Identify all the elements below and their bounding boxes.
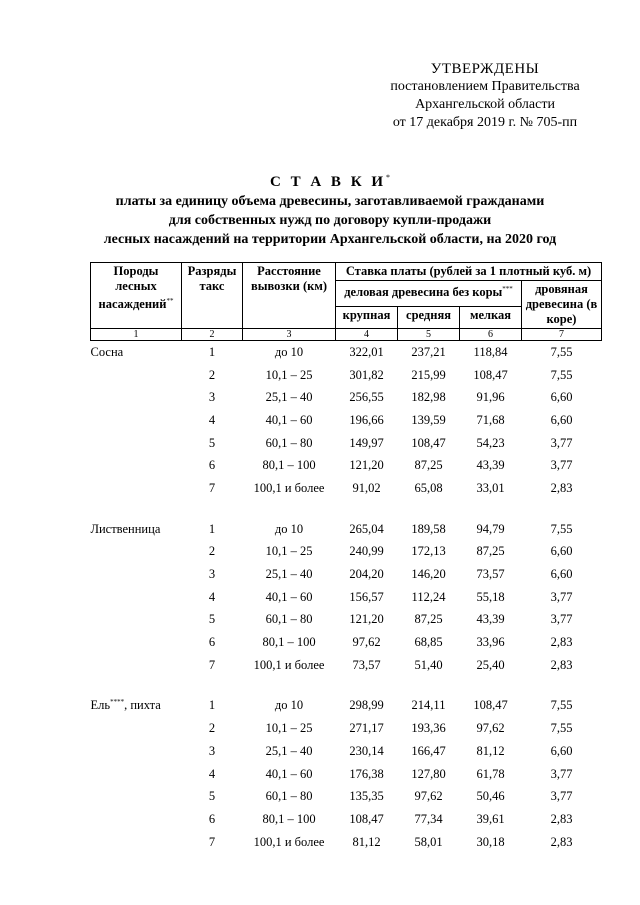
cell-firewood: 6,60 (550, 743, 573, 758)
column-number: 1 (91, 329, 182, 341)
cell-large: 256,55 (349, 390, 384, 405)
column-number: 5 (398, 329, 460, 341)
table-row (91, 432, 602, 455)
column-numbers-row (91, 329, 602, 341)
cell-distance: 40,1 – 60 (265, 766, 313, 781)
cell-rank: 6 (208, 458, 216, 473)
species-cell (91, 409, 182, 432)
cell-rank: 4 (208, 412, 216, 427)
species-cell (91, 586, 182, 609)
title-line-1: платы за единицу объема древесины, заготавливаемой гражданами (115, 194, 545, 209)
table-row (91, 740, 602, 763)
cell-distance: 100,1 и более (253, 657, 325, 672)
cell-small: 71,68 (476, 412, 505, 427)
header-species (91, 263, 182, 329)
cell-small: 94,79 (476, 521, 505, 536)
cell-medium: 215,99 (411, 367, 446, 382)
cell-large: 204,20 (349, 567, 384, 582)
cell-firewood: 7,55 (550, 698, 573, 713)
header-species-text: Породы лесных насаждений (98, 264, 167, 312)
table-row (91, 654, 602, 677)
group-spacer-cell (91, 500, 602, 518)
species-cell (91, 541, 182, 564)
species-cell (91, 563, 182, 586)
rates-table-body (91, 341, 602, 854)
group-spacer (91, 677, 602, 695)
cell-medium: 182,98 (411, 390, 446, 405)
cell-rank: 2 (208, 721, 216, 736)
cell-firewood: 3,77 (550, 435, 573, 450)
column-number: 4 (336, 329, 398, 341)
cell-rank: 7 (208, 657, 216, 672)
approval-block (370, 60, 600, 132)
cell-large: 156,57 (349, 589, 384, 604)
cell-firewood: 2,83 (550, 635, 573, 650)
cell-distance: до 10 (274, 698, 304, 713)
cell-small: 97,62 (476, 721, 505, 736)
species-cell (91, 454, 182, 477)
cell-small: 108,47 (473, 698, 508, 713)
cell-large: 149,97 (349, 435, 384, 450)
cell-firewood: 3,77 (550, 589, 573, 604)
species-cell (91, 695, 182, 718)
cell-small: 91,96 (476, 390, 505, 405)
cell-rank: 3 (208, 390, 216, 405)
cell-small: 55,18 (476, 589, 505, 604)
table-row (91, 631, 602, 654)
header-distance: Расстояние вывозки (км) (243, 263, 336, 329)
cell-firewood: 3,77 (550, 789, 573, 804)
cell-small: 87,25 (476, 544, 505, 559)
cell-large: 196,66 (349, 412, 384, 427)
cell-small: 25,40 (476, 657, 505, 672)
cell-firewood: 3,77 (550, 612, 573, 627)
table-row (91, 386, 602, 409)
cell-distance: 40,1 – 60 (265, 589, 313, 604)
cell-medium: 166,47 (411, 743, 446, 758)
table-row (91, 586, 602, 609)
cell-distance: 100,1 и более (253, 480, 325, 495)
cell-medium: 127,80 (411, 766, 446, 781)
table-row (91, 717, 602, 740)
species-footnote-mark: **** (110, 698, 125, 707)
table-row (91, 341, 602, 364)
cell-small: 33,96 (476, 635, 505, 650)
cell-medium: 97,62 (414, 789, 443, 804)
cell-distance: 80,1 – 100 (262, 635, 316, 650)
table-row (91, 518, 602, 541)
cell-rank: 7 (208, 834, 216, 849)
header-rate: Ставка платы (рублей за 1 плотный куб. м) (336, 263, 602, 281)
cell-rank: 6 (208, 811, 216, 826)
species-name: Лиственница (90, 521, 161, 536)
table-row (91, 454, 602, 477)
cell-large: 81,12 (352, 834, 381, 849)
cell-medium: 65,08 (414, 480, 443, 495)
cell-medium: 51,40 (414, 657, 443, 672)
table-row (91, 785, 602, 808)
cell-medium: 77,34 (414, 811, 443, 826)
table-row (91, 609, 602, 632)
cell-medium: 112,24 (411, 589, 446, 604)
cell-small: 30,18 (476, 834, 505, 849)
cell-medium: 87,25 (414, 612, 443, 627)
cell-large: 97,62 (352, 635, 381, 650)
header-firewood: дровяная древесина (в коре) (522, 281, 602, 329)
species-cell (91, 341, 182, 364)
species-cell (91, 609, 182, 632)
cell-distance: 80,1 – 100 (262, 458, 316, 473)
cell-rank: 5 (208, 789, 216, 804)
species-cell (91, 740, 182, 763)
cell-distance: 60,1 – 80 (265, 612, 313, 627)
cell-medium: 108,47 (411, 435, 446, 450)
species-cell (91, 717, 182, 740)
approval-line-1: постановлением Правительства (390, 79, 580, 94)
species-cell (91, 386, 182, 409)
cell-small: 108,47 (473, 367, 508, 382)
cell-firewood: 7,55 (550, 344, 573, 359)
cell-large: 135,35 (349, 789, 384, 804)
cell-distance: 10,1 – 25 (265, 721, 313, 736)
title-line-2: для собственных нужд по договору купли-продажи (168, 213, 492, 228)
cell-distance: до 10 (274, 521, 304, 536)
cell-firewood: 7,55 (550, 367, 573, 382)
cell-large: 301,82 (349, 367, 384, 382)
cell-large: 265,04 (349, 521, 384, 536)
title-heading (60, 168, 600, 192)
cell-small: 50,46 (476, 789, 505, 804)
table-row (91, 695, 602, 718)
table-row (91, 409, 602, 432)
table-row (91, 808, 602, 831)
header-business-footnote-mark: *** (502, 285, 513, 293)
cell-rank: 5 (208, 435, 216, 450)
species-cell (91, 432, 182, 455)
column-number: 7 (522, 329, 602, 341)
species-cell (91, 518, 182, 541)
species-cell (91, 477, 182, 500)
cell-firewood: 7,55 (550, 721, 573, 736)
cell-distance: 100,1 и более (253, 834, 325, 849)
cell-small: 61,78 (476, 766, 505, 781)
group-spacer (91, 500, 602, 518)
cell-distance: 10,1 – 25 (265, 544, 313, 559)
cell-firewood: 6,60 (550, 544, 573, 559)
cell-medium: 139,59 (411, 412, 446, 427)
header-business-wood (336, 281, 522, 307)
cell-firewood: 2,83 (550, 480, 573, 495)
species-cell (91, 763, 182, 786)
cell-medium: 237,21 (411, 344, 446, 359)
species-cell (91, 831, 182, 854)
cell-firewood: 7,55 (550, 521, 573, 536)
table-row (91, 364, 602, 387)
table-row (91, 563, 602, 586)
cell-rank: 3 (208, 567, 216, 582)
cell-distance: 40,1 – 60 (265, 412, 313, 427)
cell-firewood: 2,83 (550, 834, 573, 849)
cell-small: 118,84 (473, 344, 508, 359)
species-cell (91, 654, 182, 677)
header-small: мелкая (460, 306, 522, 328)
column-number: 2 (182, 329, 243, 341)
cell-medium: 172,13 (411, 544, 446, 559)
cell-rank: 5 (208, 612, 216, 627)
cell-large: 322,01 (349, 344, 384, 359)
table-row (91, 477, 602, 500)
cell-large: 240,99 (349, 544, 384, 559)
cell-medium: 189,58 (411, 521, 446, 536)
column-number: 3 (243, 329, 336, 341)
cell-firewood: 3,77 (550, 458, 573, 473)
species-cell (91, 631, 182, 654)
cell-distance: до 10 (274, 344, 304, 359)
cell-large: 298,99 (349, 698, 384, 713)
species-name-suffix: , пихта (124, 698, 161, 713)
species-name: Сосна (90, 344, 124, 359)
cell-large: 176,38 (349, 766, 384, 781)
cell-small: 81,12 (476, 743, 505, 758)
cell-firewood: 6,60 (550, 567, 573, 582)
cell-medium: 58,01 (414, 834, 443, 849)
cell-distance: 25,1 – 40 (265, 390, 313, 405)
document-title (60, 168, 600, 249)
cell-small: 33,01 (476, 480, 505, 495)
column-number: 6 (460, 329, 522, 341)
cell-rank: 4 (208, 766, 216, 781)
species-cell (91, 364, 182, 387)
cell-large: 108,47 (349, 811, 384, 826)
cell-small: 54,23 (476, 435, 505, 450)
cell-firewood: 2,83 (550, 657, 573, 672)
cell-rank: 7 (208, 480, 216, 495)
table-row (91, 763, 602, 786)
cell-distance: 25,1 – 40 (265, 743, 313, 758)
rates-table-header (91, 263, 602, 341)
cell-small: 43,39 (476, 458, 505, 473)
cell-rank: 1 (208, 521, 216, 536)
cell-rank: 3 (208, 743, 216, 758)
species-cell (91, 808, 182, 831)
cell-distance: 60,1 – 80 (265, 789, 313, 804)
cell-firewood: 6,60 (550, 390, 573, 405)
approval-line-2: Архангельской области (415, 97, 555, 112)
cell-firewood: 2,83 (550, 811, 573, 826)
title-heading-text: С Т А В К И (270, 174, 386, 190)
cell-medium: 193,36 (411, 721, 446, 736)
cell-medium: 146,20 (411, 567, 446, 582)
cell-distance: 10,1 – 25 (265, 367, 313, 382)
cell-rank: 4 (208, 589, 216, 604)
cell-rank: 2 (208, 544, 216, 559)
cell-rank: 6 (208, 635, 216, 650)
approval-line-3: от 17 декабря 2019 г. № 705-пп (392, 115, 578, 130)
cell-distance: 80,1 – 100 (262, 811, 316, 826)
header-business-wood-text: деловая древесина без коры (344, 285, 503, 300)
cell-medium: 87,25 (414, 458, 443, 473)
cell-small: 39,61 (476, 811, 505, 826)
cell-firewood: 3,77 (550, 766, 573, 781)
species-cell (91, 785, 182, 808)
cell-large: 121,20 (349, 458, 384, 473)
rates-table (90, 262, 602, 853)
table-row (91, 541, 602, 564)
cell-large: 230,14 (349, 743, 384, 758)
header-species-footnote-mark: ** (166, 297, 174, 305)
cell-firewood: 6,60 (550, 412, 573, 427)
cell-large: 121,20 (349, 612, 384, 627)
title-heading-footnote-mark: * (385, 173, 390, 182)
cell-rank: 1 (208, 698, 216, 713)
cell-rank: 2 (208, 367, 216, 382)
cell-rank: 1 (208, 344, 216, 359)
cell-small: 43,39 (476, 612, 505, 627)
cell-medium: 214,11 (411, 698, 446, 713)
group-spacer-cell (91, 677, 602, 695)
title-line-3: лесных насаждений на территории Архангельской области, на 2020 год (103, 232, 557, 247)
cell-medium: 68,85 (414, 635, 443, 650)
cell-small: 73,57 (476, 567, 505, 582)
header-large: крупная (336, 306, 398, 328)
cell-distance: 60,1 – 80 (265, 435, 313, 450)
cell-large: 271,17 (349, 721, 384, 736)
cell-large: 73,57 (352, 657, 381, 672)
table-row (91, 831, 602, 854)
approval-title: УТВЕРЖДЕНЫ (430, 61, 540, 77)
cell-large: 91,02 (352, 480, 381, 495)
header-rank: Разряды такс (182, 263, 243, 329)
species-name: Ель (90, 698, 111, 713)
cell-distance: 25,1 – 40 (265, 567, 313, 582)
header-medium: средняя (398, 306, 460, 328)
